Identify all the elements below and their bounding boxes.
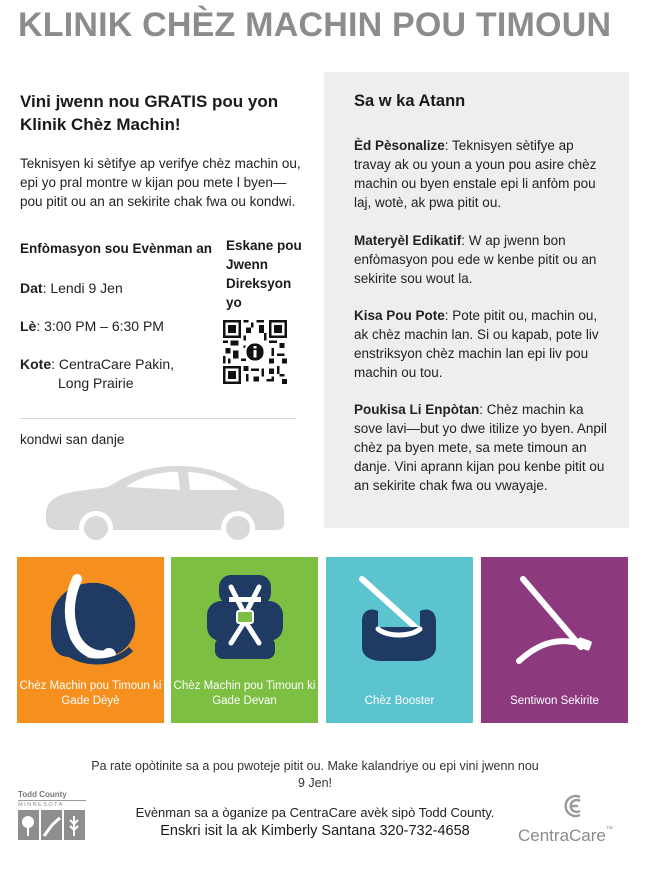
place-label: Kote (20, 356, 52, 372)
panel-item-title: Poukisa Li Enpòtan (354, 402, 480, 417)
centracare-wordmark: CentraCare (518, 826, 606, 845)
panel-item-title: Kisa Pou Pote (354, 308, 445, 323)
panel-item-title: Èd Pèsonalize (354, 138, 445, 153)
panel-item-text: : W ap jwenn bon enfòmasyon pou ede w kenbe pitit ou an sekirite sou wout la. (354, 233, 597, 286)
panel-item-text: : Teknisyen sètifye ap travay ak ou youn a youn pou asire chèz machin ou byen enstale epi li anfòm pou laj, wotè, ak pwa pitit ou. (354, 138, 597, 210)
seat-belt-icon (481, 557, 628, 677)
todd-county-logo (18, 790, 86, 846)
footer-registration: Enskri isit la ak Kimberly Santana 320-732-4658 (160, 823, 470, 839)
qr-label: Eskane pou Jwenn Direksyon yo (226, 238, 302, 310)
centracare-trademark: ™ (605, 826, 613, 833)
tile-forward-facing-seat (171, 557, 318, 723)
centracare-logo (518, 793, 628, 845)
event-time (20, 317, 220, 336)
time-label: Lè (20, 318, 37, 334)
panel-item-educational-materials (354, 231, 609, 288)
panel-heading: Sa w ka Atann (354, 92, 466, 110)
time-value: : 3:00 PM – 6:30 PM (36, 318, 164, 334)
panel-item-text: : Pote pitit ou, machin ou, ak chèz machin lan. Si ou kapab, pote liv enstriksyon chèz machin lan epi liv pou machin ou tou. (354, 308, 599, 380)
panel-item-what-to-bring (354, 306, 609, 382)
tile-label: Chèz Machin pou Timoun ki Gade Dèyè (19, 680, 162, 707)
todd-county-name: Todd County (18, 790, 67, 799)
date-value: : Lendi 9 Jen (42, 280, 123, 296)
tile-label: Chèz Machin pou Timoun ki Gade Devan (173, 680, 316, 707)
panel-item-personalized-help (354, 136, 609, 212)
footer-reminder: Pa rate opòtinite sa a pou pwoteje pitit ou. Make kalandriye ou epi vini jwenn nou 9 Jen! (91, 759, 539, 790)
section-divider (20, 418, 296, 419)
tile-rear-facing-seat (17, 557, 164, 723)
qr-code-icon[interactable] (223, 320, 287, 384)
place-value-line-1: : CentraCare Pakin, (51, 356, 175, 372)
page-title: KLINIK CHÈZ MACHIN POU TIMOUN (18, 6, 612, 44)
todd-county-emblem-icon (18, 810, 86, 842)
safe-driving-caption: kondwi san danje (20, 432, 125, 447)
tile-label: Chèz Booster (364, 695, 435, 707)
panel-item-title: Materyèl Edikatif (354, 233, 462, 248)
rear-facing-seat-icon (17, 557, 164, 677)
forward-facing-seat-icon (171, 557, 318, 677)
booster-seat-icon (326, 557, 473, 677)
date-label: Dat (20, 280, 43, 296)
tile-seat-belt (481, 557, 628, 723)
panel-item-text: : Chèz machin ka sove lavi—but yo dwe itilize yo byen. Anpil chèz pa byen mete, sa mete timoun an danje. Vini aprann kijan pou kenbe pitit ou an sekirite chak fwa ou vwayaje. (354, 402, 607, 493)
event-date (20, 279, 220, 298)
intro-text: Teknisyen ki sètifye ap verifye chèz machin ou, epi yo pral montre w kijan pou mete l byen— pou pitit ou an an sekirite chak fwa ou kondwi. (20, 156, 301, 209)
car-icon (38, 454, 288, 544)
tile-booster-seat (326, 557, 473, 723)
headline: Vini jwenn nou GRATIS pou yon Klinik Chèz Machin! (20, 92, 279, 134)
footer-organizer: Evènman sa a òganize pa CentraCare avèk sipò Todd County. (135, 805, 495, 820)
panel-item-why-it-matters (354, 400, 609, 495)
todd-county-state: MINNESOTA (18, 800, 86, 808)
place-value-line-2: Long Prairie (58, 375, 134, 391)
centracare-emblem-icon (518, 793, 628, 821)
event-info-heading: Enfòmasyon sou Evènman an (20, 241, 213, 256)
event-place (20, 355, 220, 393)
tile-label: Sentiwon Sekirite (510, 695, 599, 707)
